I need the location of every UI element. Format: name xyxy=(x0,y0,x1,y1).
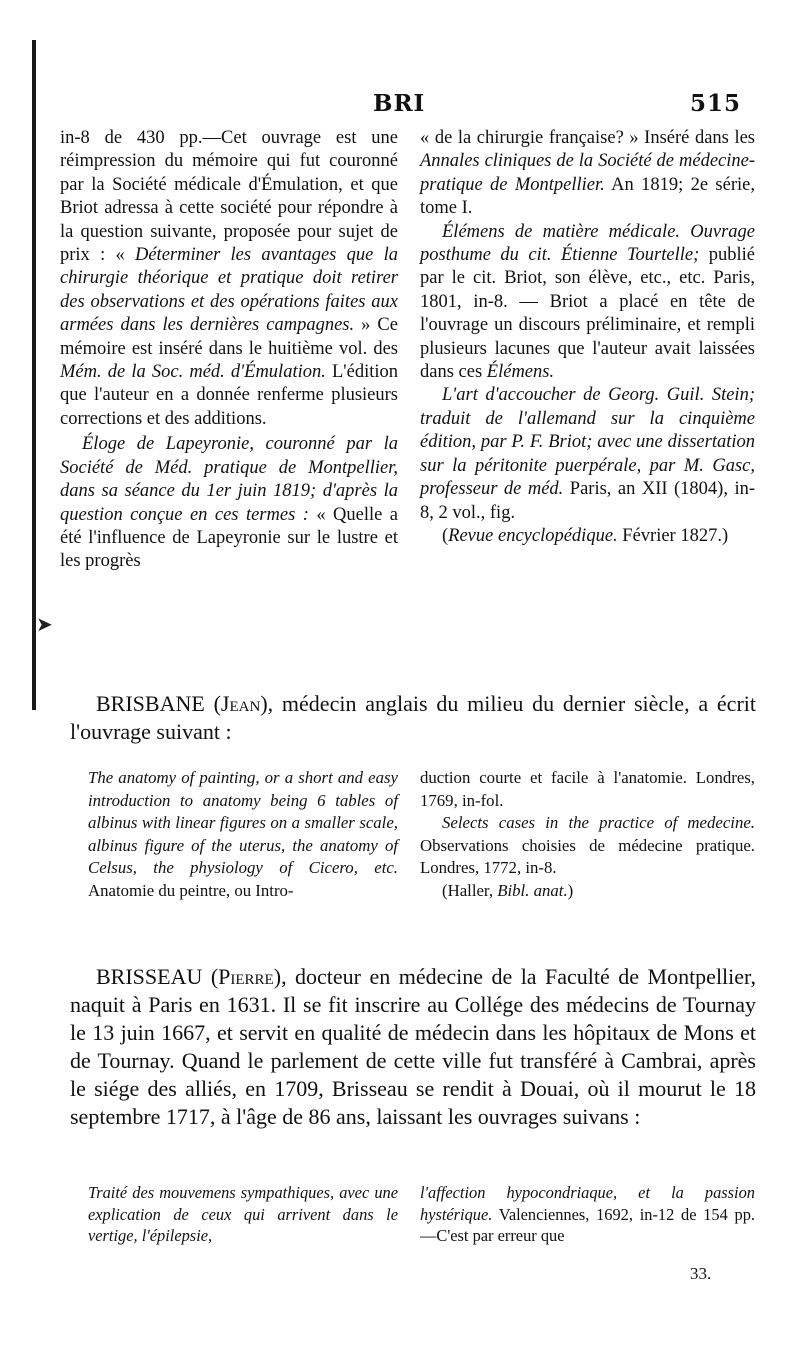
text-run: Éloge de Lapeyronie, couronné par la Société de Méd. pratique de Montpellier, dans sa séance du 1er juin 1819; d'après la question conçue en ces termes : xyxy=(60,434,398,525)
annales-paragraph xyxy=(420,127,755,221)
text-run: (Haller, xyxy=(442,880,498,900)
text-run: Déterminer les avantages que la chirurgie théorique et pratique doit retirer des observations et des opérations faites aux armées dans les dernières campagnes. xyxy=(60,245,398,336)
traite-mouvemens-paragraph xyxy=(88,1182,398,1247)
section1-left-column xyxy=(60,127,398,574)
section1-right-column xyxy=(420,127,755,548)
binding-edge-rule xyxy=(32,40,36,710)
running-header xyxy=(0,90,800,118)
text-run: Mém. de la Soc. méd. d'Émulation. xyxy=(60,362,326,383)
haller-note xyxy=(420,880,755,903)
text-run: L'art d'accoucher de Georg. Guil. Stein; traduit de l'allemand sur la cinquième édition, par P. F. Briot; avec une dissertation sur la péritonite puerpérale, par M. Gasc, professeur de méd. xyxy=(420,385,755,500)
text-run: « de la chirurgie française? » Inséré dans les xyxy=(420,128,755,148)
text-run: Observations choisies de médecine pratique. Londres, 1772, in-8. xyxy=(420,835,755,877)
text-run: Annales cliniques de la Société de médecine-pratique de Montpellier. xyxy=(420,151,755,195)
brisseau-text: , docteur en médecine de la Faculté de Montpellier, naquit à Paris en 1631. Il se fit inscrire au Collége des médecins de Tournay le 13 juin 1667, et servit en qualité de médecin dans les hôpitaux de Mons et de Tournay. Quand le parlement de cette ville fut transféré à Cambrai, après le siége des alliés, en 1709, Brisseau se rendit à Douai, où il mourut le 18 septembre 1717, à l'âge de 86 ans, laissant les ouvrages suivans : xyxy=(70,964,756,1129)
section3-right-column xyxy=(420,1182,755,1247)
signature-mark: 33. xyxy=(690,1264,712,1283)
text-run: publié par le cit. Briot, son élève, etc., etc. Paris, 1801, in-8. — Briot a placé en tête de l'ouvrage un discours préliminaire, et rempli plusieurs lacunes que l'auteur avait laissées dans ces xyxy=(420,245,755,383)
text-run: l'affection hypocondriaque, et la passion hystérique. xyxy=(420,1183,755,1224)
margin-arrow-icon: ➤ xyxy=(36,612,53,636)
anatomy-painting-paragraph xyxy=(88,767,398,902)
brisseau-firstname: Pierre xyxy=(218,964,274,989)
traite-continuation xyxy=(420,1182,755,1247)
brisbane-name: BRISBANE xyxy=(96,691,205,716)
brisbane-text: , médecin anglais du milieu du dernier siècle, a écrit l'ouvrage suivant : xyxy=(70,691,756,744)
text-run: Traité des mouvemens sympathiques, avec une explication de ceux qui arrivent dans le vertige, l'épilepsie, xyxy=(88,1183,398,1245)
text-run: Bibl. anat. xyxy=(497,880,568,900)
section2-right-column xyxy=(420,767,755,902)
section3-left-column xyxy=(88,1182,398,1247)
running-head: BRI xyxy=(373,90,426,117)
brisbane-firstname: Jean xyxy=(220,691,261,716)
text-run: in-8 de 430 pp.—Cet ouvrage est une réimpression du mémoire qui fut couronné par la Société médicale d'Émulation, et que Briot adressa à cette société pour répondre à la question suivante, proposée pour sujet de prix : « xyxy=(60,128,398,266)
briot-memoire-paragraph xyxy=(60,127,398,431)
page-number: 515 xyxy=(690,90,742,117)
eloge-lapeyronie-paragraph xyxy=(60,433,398,573)
text-run: The anatomy of painting, or a short and easy introduction to anatomy being 6 tables of albinus with linear figures on a smaller scale, albinus figure of the uterus, the anatomy of Celsus, the physiology of Cicero, etc. xyxy=(88,768,398,877)
text-run: » Ce mémoire est inséré dans le huitième vol. des xyxy=(60,315,398,359)
text-run: Paris, an XII (1804), in-8, 2 vol., fig. xyxy=(420,479,755,523)
brisseau-entry: BRISSEAU (Pierre), docteur en médecine de la Faculté de Montpellier, naquit à Paris en 1631. Il se fit inscrire au Collége des médecins de Tournay le 13 juin 1667, et servit en qualité de médecin dans les hôpitaux de Mons et de Tournay. Quand le parlement de cette ville fut transféré à Cambrai, après le siége des alliés, en 1709, Brisseau se rendit à Douai, où il mourut le 18 septembre 1717, à l'âge de 86 ans, laissant les ouvrages suivans : xyxy=(70,964,756,1129)
elemens-paragraph xyxy=(420,221,755,385)
brisbane-entry: BRISBANE (Jean), médecin anglais du milieu du dernier siècle, a écrit l'ouvrage suivant : xyxy=(70,691,756,744)
text-run: duction courte et facile à l'anatomie. Londres, 1769, in-fol. xyxy=(420,768,755,810)
text-run: « Quelle a été l'influence de Lapeyronie sur le lustre et les progrès xyxy=(60,504,399,572)
text-run: Valenciennes, 1692, in-12 de 154 pp.—C'est par erreur que xyxy=(420,1204,755,1245)
text-run: L'édition que l'auteur en a donnée renferme plusieurs corrections et des additions. xyxy=(60,362,398,429)
text-run: Anatomie du peintre, ou Intro- xyxy=(88,880,294,900)
text-run: Élémens. xyxy=(486,362,555,383)
text-run: Selects cases in the practice of medecine. xyxy=(442,813,755,832)
art-accoucher-paragraph xyxy=(420,384,755,524)
selects-cases-paragraph xyxy=(420,812,755,880)
text-run: ) xyxy=(567,880,574,900)
source-note xyxy=(420,525,755,548)
text-run: Revue encyclopédique. xyxy=(448,525,618,546)
text-run: An 1819; 2e série, tome I. xyxy=(420,174,755,219)
text-run: Élémens de matière médicale. Ouvrage posthume du cit. Étienne Tourtelle; xyxy=(420,221,755,266)
section2-left-column xyxy=(88,767,398,902)
anatomy-continuation xyxy=(420,767,755,812)
text-run: Février 1827.) xyxy=(617,525,729,546)
text-run: ( xyxy=(442,525,449,546)
brisseau-name: BRISSEAU xyxy=(96,964,203,989)
